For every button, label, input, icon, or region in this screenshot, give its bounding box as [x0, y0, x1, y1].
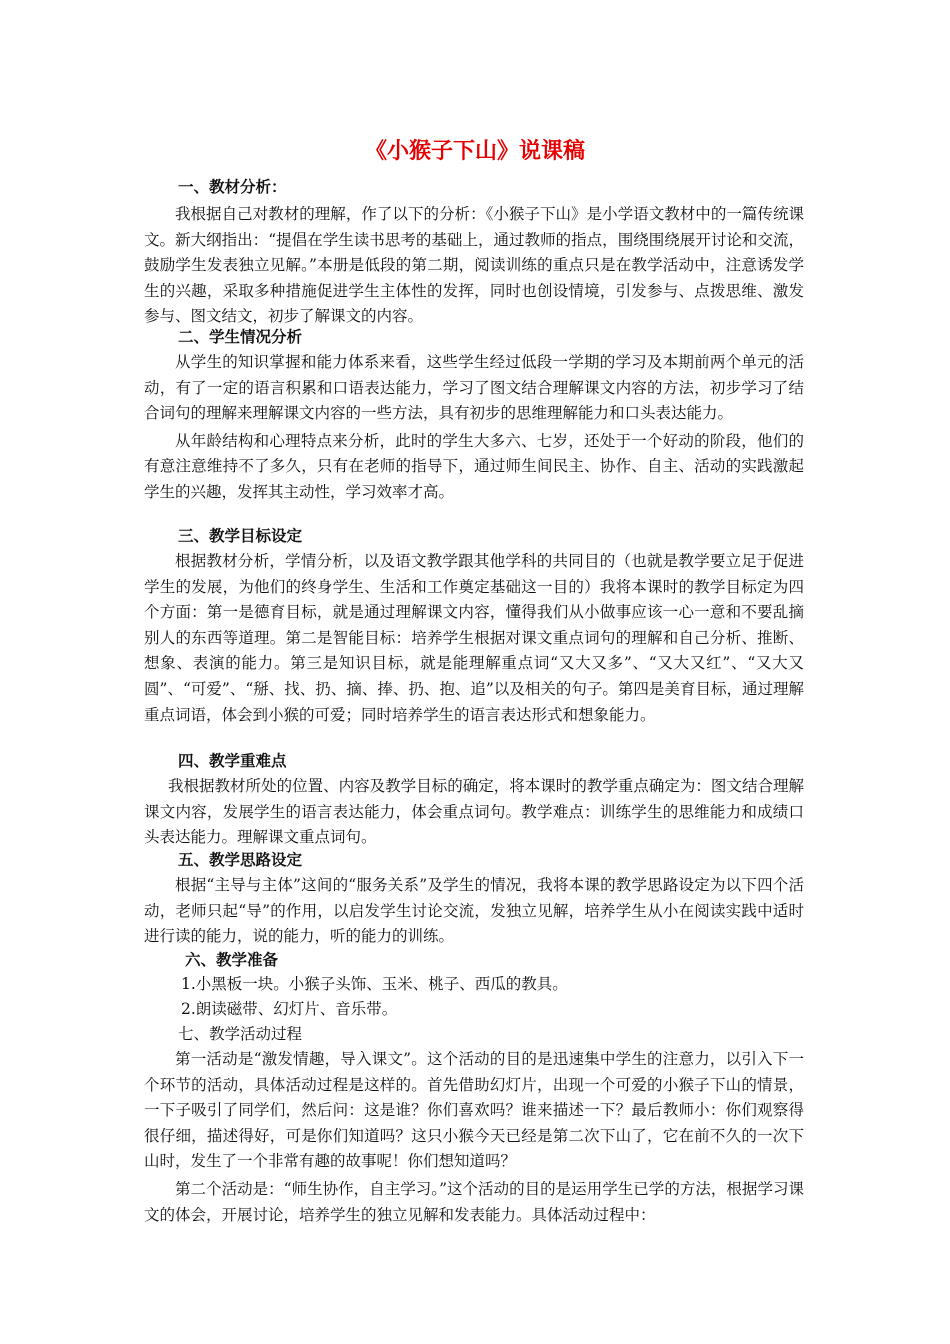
section-heading-2: 二、学生情况分析: [178, 328, 303, 346]
paragraph: 我根据自己对教材的理解，作了以下的分析：《小猴子下山》是小学语文教材中的一篇传统课文。新大纲指出：“提倡在学生读书思考的基础上，通过教师的指点，围绕围绕展开讨论和交流，鼓励学生发表独立见解。”本册是低段的第二期，阅读训练的重点只是在教学活动中，注意诱发学生的兴趣，采取多种措施促进学生主体性的发挥，同时也创设情境，引发参与、点拨思维、激发参与、图文结文，初步了解课文的内容。: [144, 205, 804, 326]
section-7-body: [144, 1047, 804, 1228]
paragraph: 从学生的知识掌握和能力体系来看，这些学生经过低段一学期的学习及本期前两个单元的活动，有了一定的语言积累和口语表达能力，学习了图文结合理解课文内容的方法，初步学习了结合词句的理解来理解课文内容的一些方法，具有初步的思维理解能力和口头表达能力。: [144, 353, 804, 423]
section-heading-7: 七、教学活动过程: [178, 1025, 303, 1043]
section-heading-6: 六、教学准备: [185, 951, 279, 969]
section-heading-4: 四、教学重难点: [178, 752, 287, 770]
paragraph: 我根据教材所处的位置、内容及教学目标的确定，将本课时的教学重点确定为：图文结合理解课文内容，发展学生的语言表达能力，体会重点词句。教学难点：训练学生的思维能力和成绩口头表达能力。理解课文重点词句。: [144, 777, 804, 847]
section-4-body: [144, 774, 804, 851]
section-5-body: [144, 873, 804, 950]
paragraph: 根据“主导与主体”这间的“服务关系”及学生的情况，我将本课的教学思路设定为以下四个活动，老师只起“导”的作用，以启发学生讨论交流，发独立见解，培养学生从小在阅读实践中适时进行读的能力，说的能力，听的能力的训练。: [144, 876, 804, 946]
paragraph: 第二个活动是：“师生协作，自主学习。”这个活动的目的是运用学生已学的方法，根据学习课文的体会，开展讨论，培养学生的独立见解和发表能力。具体活动过程中：: [144, 1179, 804, 1224]
section-heading-5: 五、教学思路设定: [178, 851, 303, 869]
paragraph: 第一活动是“激发情趣，导入课文”。这个活动的目的是迅速集中学生的注意力，以引入下一个环节的活动，具体活动过程是这样的。首先借助幻灯片，出现一个可爱的小猴子下山的情景，一下子吸引了同学们，然后问：这是谁？你们喜欢吗？谁来描述一下？最后教师小：你们观察得很仔细，描述得好，可是你们知道吗？这只小猴今天已经是第二次下山了，它在前不久的一次下山时，发生了一个非常有趣的故事呢！你们想知道吗？: [144, 1050, 804, 1171]
section-2-body: [144, 350, 804, 506]
section-heading-1: 一、教材分析：: [178, 178, 287, 196]
paragraph: 根据教材分析，学情分析，以及语文教学跟其他学科的共同目的（也就是教学要立足于促进学生的发展，为他们的终身学生、生活和工作奠定基础这一目的）我将本课时的教学目标定为四个方面：第一是德育目标，就是通过理解课文内容，懂得我们从小做事应该一心一意和不要乱摘别人的东西等道理。第二是智能目标：培养学生根据对课文重点词句的理解和自己分析、推断、想象、表演的能力。第三是知识目标，就是能理解重点词“又大又多”、“又大又红”、“又大又圆”、“可爱”、“掰、找、扔、摘、捧、扔、抱、追”以及相关的句子。第四是美育目标，通过理解重点词语，体会到小猴的可爱；同时培养学生的语言表达形式和想象能力。: [144, 552, 804, 724]
section-3-body: [144, 549, 804, 728]
list-item: 2.朗读磁带、幻灯片、音乐带。: [181, 1000, 398, 1018]
section-1-body: [144, 202, 804, 330]
paragraph: 从年龄结构和心理特点来分析，此时的学生大多六、七岁，还处于一个好动的阶段，他们的有意注意维持不了多久，只有在老师的指导下，通过师生间民主、协作、自主、活动的实践激起学生的兴趣，发挥其主动性，学习效率才高。: [144, 431, 804, 501]
list-item: 1.小黑板一块。小猴子头饰、玉米、桃子、西瓜的教具。: [181, 975, 568, 993]
section-heading-3: 三、教学目标设定: [178, 527, 303, 545]
document-title: 《小猴子下山》说课稿: [364, 139, 585, 164]
